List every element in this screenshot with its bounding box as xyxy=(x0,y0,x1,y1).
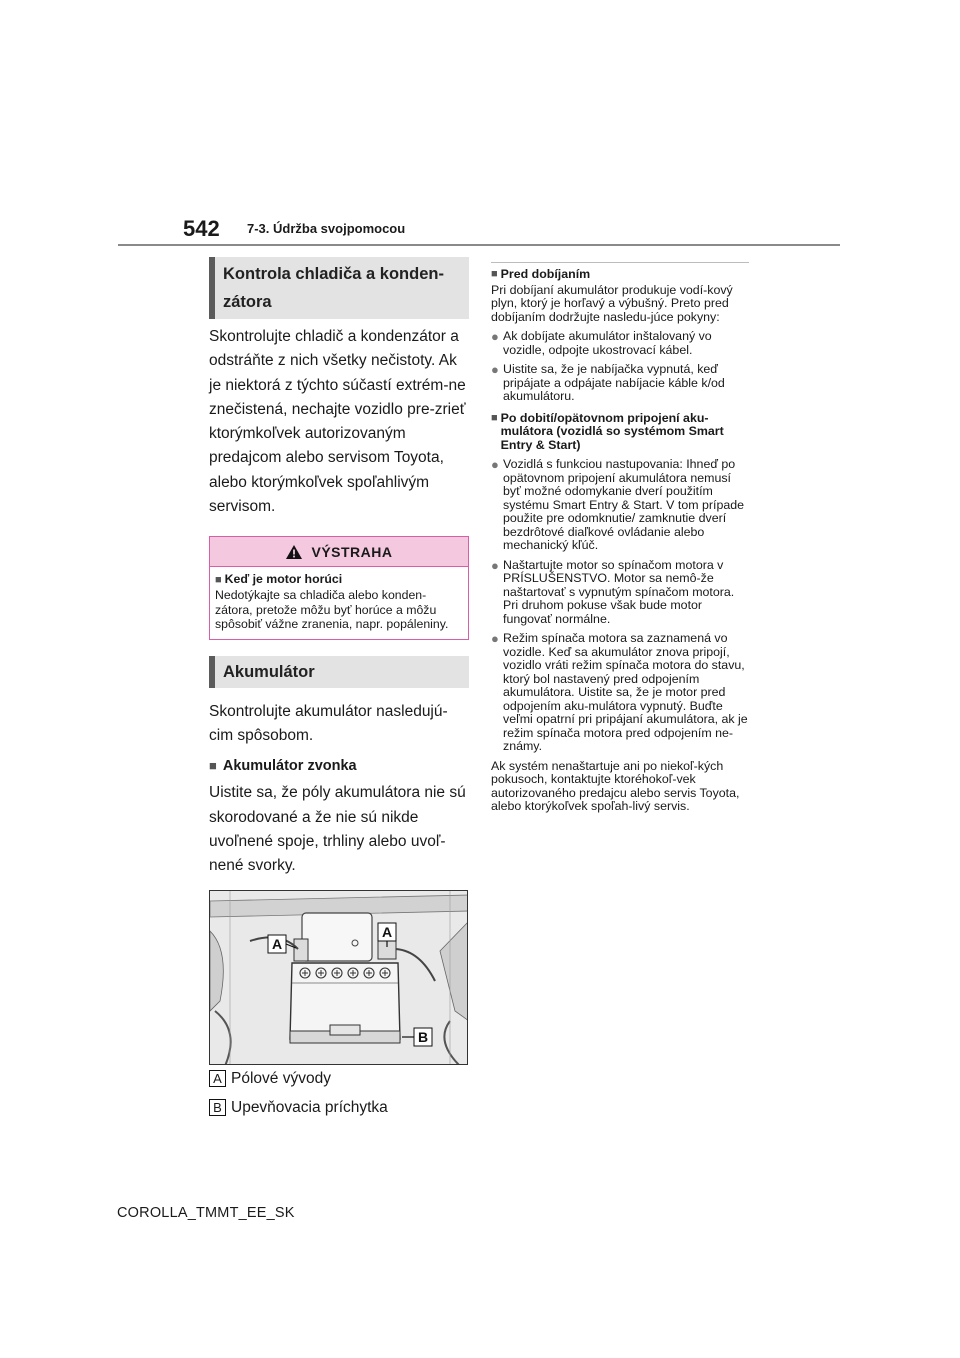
header-divider xyxy=(118,244,840,246)
right-column-divider xyxy=(491,262,749,263)
battery-exterior-paragraph: Uistite sa, že póly akumulátora nie sú skorodované a že nie sú nikde uvoľnené spoje, trhliny alebo uvoľ-nené svorky. xyxy=(209,784,466,875)
square-bullet-icon: ■ xyxy=(491,268,498,280)
square-bullet-icon: ■ xyxy=(215,574,222,587)
heading-radiator-condenser: Kontrola chladiča a konden-zátora xyxy=(209,257,469,319)
battery-exterior-label: Akumulátor zvonka xyxy=(222,758,357,775)
closing-paragraph: Ak systém nenaštartuje ani po niekoľ-kých pokusoch, kontaktujte ktoréhokoľ-vek autorizovaného predajcu alebo servis Toyota, alebo ktorýkoľvek spoľah-livý servis. xyxy=(491,758,740,813)
battery-exterior-subheading xyxy=(209,756,469,776)
subheading-before-charging xyxy=(491,268,749,282)
radiator-paragraph: Skontrolujte chladič a kondenzátor a odstráňte z nich všetky nečistoty. Ak je niektorá z týchto súčastí extrém-ne znečistená, nechajte vozidlo pre-zrieť ktorýmkoľvek autorizovaným predajcom alebo servisom Toyota, alebo ktorýmkoľvek spoľahlivým servisom. xyxy=(209,328,466,516)
warning-label: VÝSTRAHA xyxy=(311,543,393,560)
subheading-after-reconnect xyxy=(491,412,749,453)
battery-photo xyxy=(209,890,468,1065)
list-item xyxy=(491,330,749,357)
list-item-text: Vozidlá s funkciou nastupovania: Ihneď po opätovnom pripojení akumulátora nemusí byť možné odomykanie dverí použitím systému Smart Entry & Start. V tom prípade použite pre odomknutie/ zamknutie dverí bezdrôtové diaľkové ovládanie alebo mechanický kľúč. xyxy=(503,457,745,552)
bullet-dot-icon: ● xyxy=(491,457,499,472)
battery-illustration xyxy=(210,891,468,1065)
legend-key-a: A xyxy=(209,1070,226,1087)
heading-battery: Akumulátor xyxy=(209,656,469,688)
list-item xyxy=(491,363,749,404)
bullet-dot-icon: ● xyxy=(491,557,499,573)
list-item-text: Uistite sa, že je nabíjačka vypnutá, keď pripájate a odpájate nabíjacie káble k/od akumulátoru. xyxy=(503,362,725,403)
legend-text-a: Pólové vývody xyxy=(231,1069,331,1087)
list-item xyxy=(491,559,749,627)
before-charging-intro: Pri dobíjaní akumulátor produkuje vodí-kový plyn, ktorý je horľavý a výbušný. Preto pred dobíjaním dodržujte nasledu-júce pokyny: xyxy=(491,282,733,324)
list-item-text: Naštartujte motor so spínačom motora v PRÍSLUŠENSTVO. Motor sa nemô-že naštartovať s vypnutým spínačom motora. Pri druhom pokuse však bude motor fungovať normálne. xyxy=(503,557,735,626)
bullet-dot-icon: ● xyxy=(491,362,499,377)
svg-text:B: B xyxy=(417,1028,429,1045)
before-charging-label: Pred dobíjaním xyxy=(500,267,591,281)
bullet-dot-icon: ● xyxy=(491,329,499,344)
square-bullet-icon: ■ xyxy=(209,758,217,774)
legend-item-a xyxy=(209,1069,469,1089)
section-title: 7-3. Údržba svojpomocou xyxy=(247,221,406,236)
list-item xyxy=(491,458,749,553)
warning-triangle-icon xyxy=(285,544,303,560)
left-column xyxy=(209,257,469,1118)
after-reconnect-label: Po dobití/opätovnom pripojení aku-mulátora (vozidlá so systémom Smart Entry & Start) xyxy=(500,410,724,452)
warning-text: Nedotýkajte sa chladiča alebo konden-zátora, pretože môžu byť horúce a môžu spôsobiť vážne zranenia, napr. popáleniny. xyxy=(215,587,449,632)
right-column xyxy=(491,262,749,814)
svg-text:A: A xyxy=(381,923,393,940)
square-bullet-icon: ■ xyxy=(491,411,498,424)
warning-box xyxy=(209,536,469,639)
list-item-text: Ak dobíjate akumulátor inštalovaný vo vozidle, odpojte ukostrovací kábel. xyxy=(503,329,712,357)
warning-body xyxy=(210,567,468,638)
legend-text-b: Upevňovacia príchytka xyxy=(231,1098,388,1116)
legend-key-b: B xyxy=(209,1099,226,1116)
footer-model-code: COROLLA_TMMT_EE_SK xyxy=(117,1205,295,1221)
svg-text:A: A xyxy=(271,935,283,952)
battery-intro: Skontrolujte akumulátor nasledujú-cim spôsobom. xyxy=(209,702,448,745)
bullet-dot-icon: ● xyxy=(491,631,499,646)
warning-title: Keď je motor horúci xyxy=(224,572,343,587)
page-number: 542 xyxy=(183,216,220,241)
warning-header xyxy=(210,537,468,567)
legend-item-b xyxy=(209,1098,469,1118)
list-item-text: Režim spínača motora sa zaznamená vo vozidle. Keď sa akumulátor znova pripojí, vozidlo vráti režim spínača motora do stavu, ktorý bol nastavený pred odpojením akumulátora. Uistite sa, že je motor pred odpojením aku-mulátora vypnutý. Buďte veľmi opatrní pri pripájaní akumulátora, ak je režim spínača motora pred odpojením ne-známy. xyxy=(503,631,748,753)
list-item xyxy=(491,632,749,754)
